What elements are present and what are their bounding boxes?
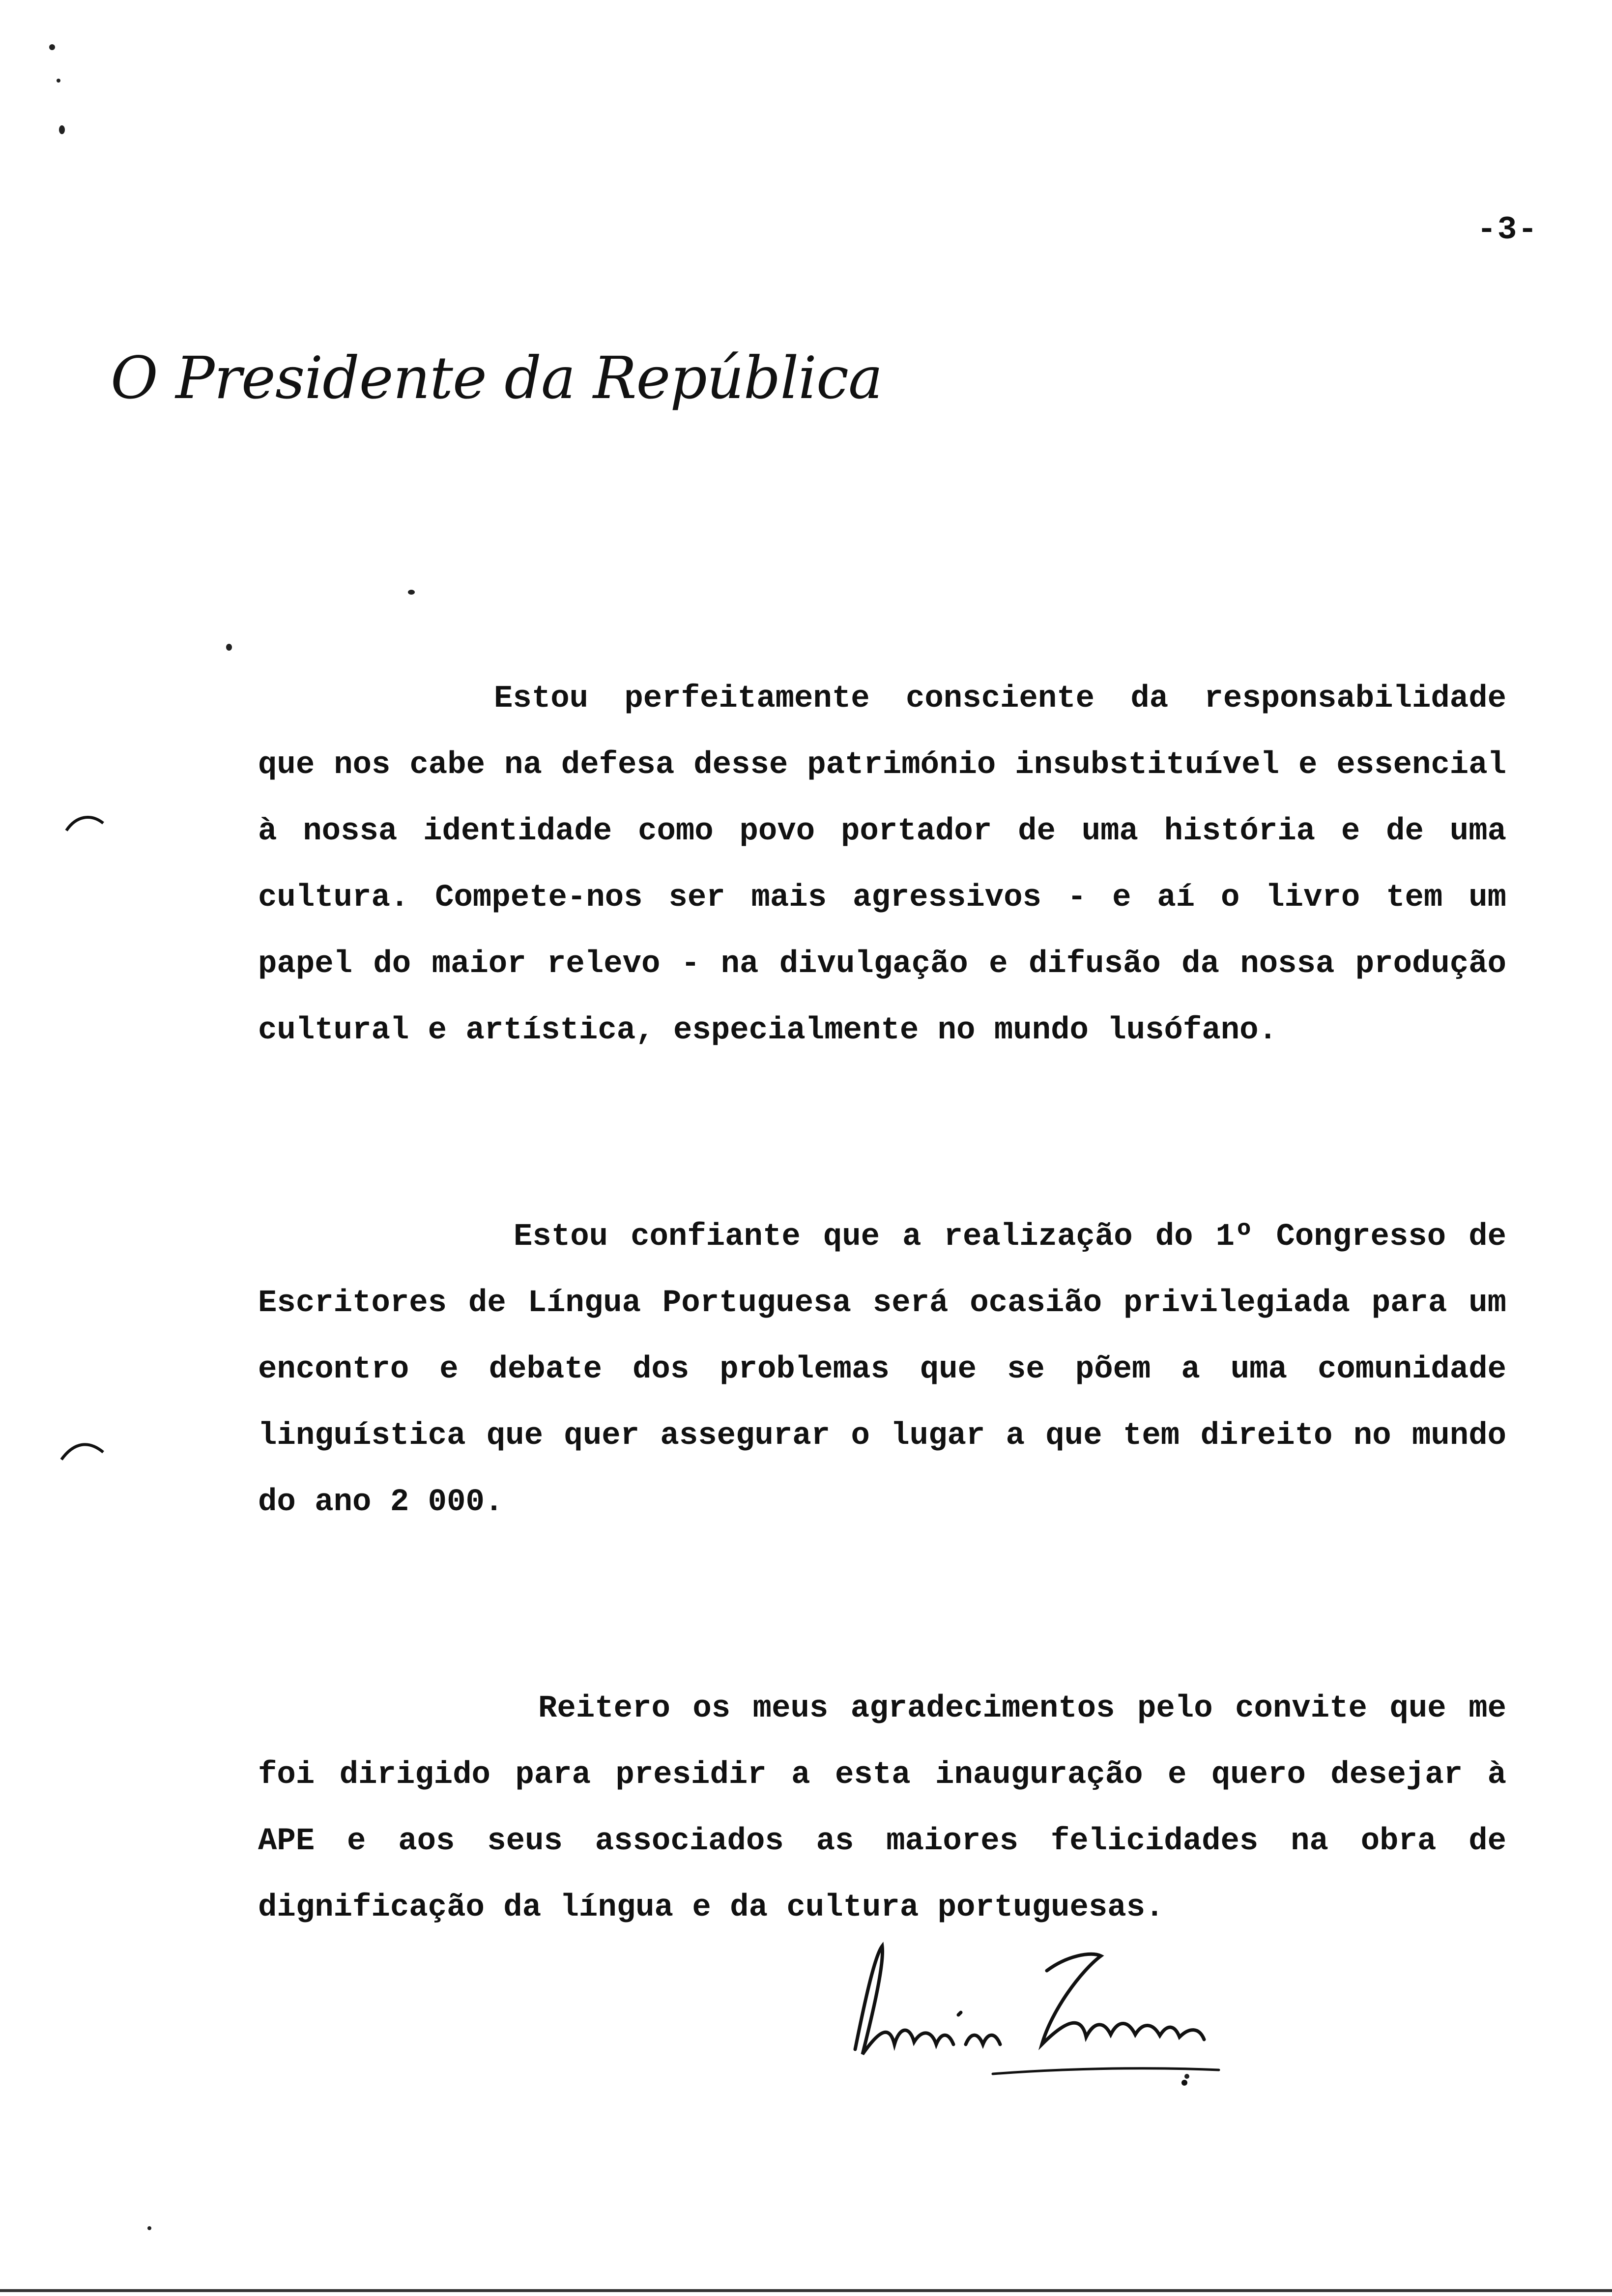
margin-hole-punch-mark (64, 811, 108, 835)
scan-speck (408, 590, 415, 595)
page-bottom-edge (0, 2289, 1612, 2292)
letter-body (258, 666, 1506, 2081)
scan-speck (59, 125, 65, 134)
handwritten-signature (835, 1926, 1248, 2094)
margin-hole-punch-mark (59, 1435, 108, 1464)
scan-speck (57, 79, 60, 83)
scan-speck (226, 644, 232, 651)
letterhead-title: O Presidente da República (111, 344, 883, 412)
paragraph-3: Reitero os meus agradecimentos pelo convite que me foi dirigido para presidir a esta inauguração e quero desejar à APE e aos seus associados as maiores felicidades na obra de dignificação da língua e da cultura portuguesas. (258, 1691, 1506, 1925)
scan-speck (1184, 2074, 1189, 2079)
scan-speck (49, 44, 55, 50)
paragraph-1: Estou perfeitamente consciente da responsabilidade que nos cabe na defesa desse património insubstituível e essencial à nossa identidade como povo portador de uma história e de uma cultura. Compete-nos ser mais agressivos - e aí o livro tem um papel do maior relevo - na divulgação e difusão da nossa produção cultural e artística, especialmente no mundo lusófano. (258, 681, 1506, 1048)
scan-speck (147, 2226, 151, 2230)
page-number: -3- (1477, 211, 1538, 248)
paragraph-2: Estou confiante que a realização do 1º Congresso de Escritores de Língua Portuguesa será ocasião privilegiada para um encontro e debate dos problemas que se põem a uma comunidade linguística que quer assegurar o lugar a que tem direito no mundo do ano 2 000. (258, 1219, 1506, 1520)
